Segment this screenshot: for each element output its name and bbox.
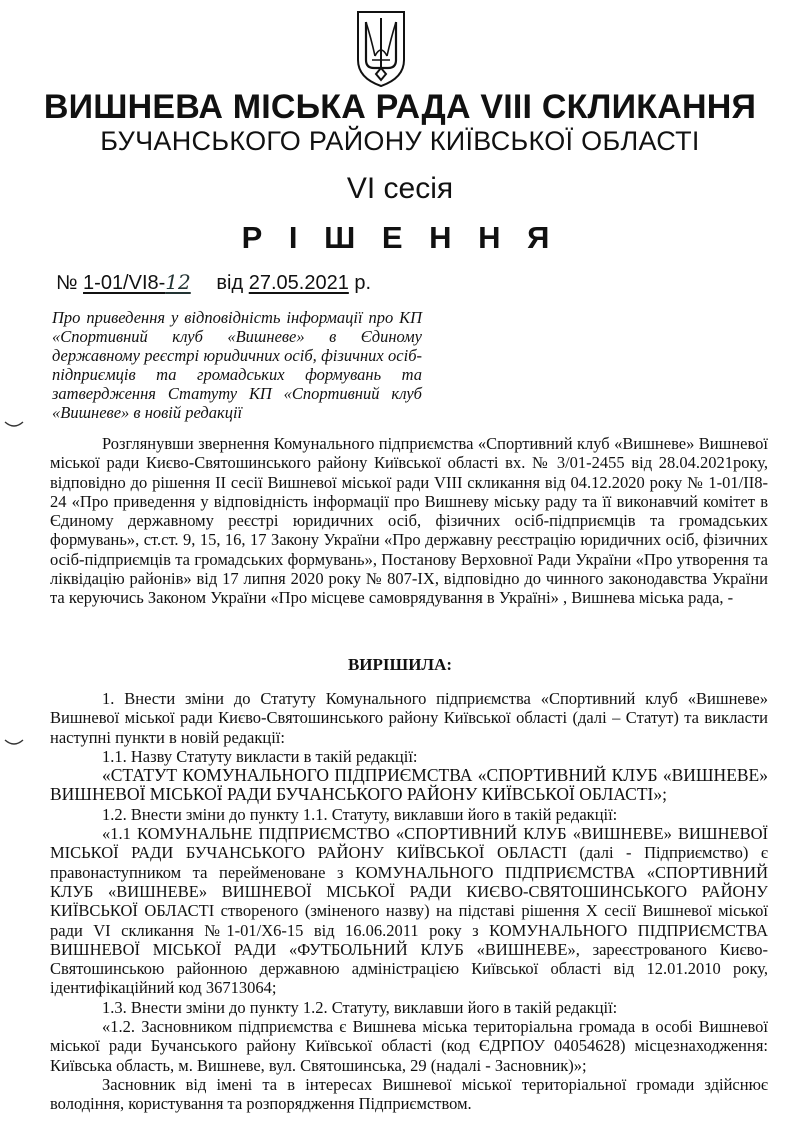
decision-code: 1-01/VI8- xyxy=(83,272,166,294)
item-paragraph: Засновник від імені та в інтересах Вишневої міської територіальної громади здійснює володіння, користування та розпорядження Підприємством. xyxy=(50,1074,768,1114)
council-name: ВИШНЕВА МІСЬКА РАДА VIII СКЛИКАННЯ xyxy=(43,88,757,126)
item-paragraph: «СТАТУТ КОМУНАЛЬНОГО ПІДПРИЄМСТВА «СПОРТИВНИЙ КЛУБ «ВИШНЕВЕ» ВИШНЕВОЇ МІСЬКОЇ РАДИ БУЧАНСЬКОГО РАЙОНУ КИЇВСЬКОЇ ОБЛАСТІ»; xyxy=(50,765,768,805)
item-paragraph: 1.1. Назву Статуту викласти в такій редакції: xyxy=(102,746,418,766)
punch-hole-mark-icon xyxy=(4,738,24,748)
resolved-heading: ВИРІШИЛА: xyxy=(347,655,453,674)
number-sign: № xyxy=(56,272,78,294)
item-paragraph: 1. Внести зміни до Статуту Комунального підприємства «Спортивний клуб «Вишневе» Вишневої міської ради Києво-Святошинського району Київської області (далі – Статут) та викласти наступні пункти в новій редакції: xyxy=(50,689,768,747)
item-paragraph: 1.3. Внести зміни до пункту 1.2. Статуту, виклавши його в такій редакції: xyxy=(102,997,618,1017)
preamble-paragraph: Розглянувши звернення Комунального підприємства «Спортивний клуб «Вишневе» Вишневої міської ради Києво-Святошинського району Київської області вх. № 3/01-2455 від 28.04.2021року, відповідно до рішення ІІ сесії Вишневої міської ради VIII скликання від 04.12.2020 року № 1-01/ІІ8-24 «Про приведення у відповідність інформації про Вишневу міську раду та її виконавчий комітет в Єдиному державному реєстрі юридичних осіб, фізичних осіб-підприємців та громадських формувань», ст.ст. 9, 15, 16, 17 Закону України «Про державну реєстрацію юридичних осіб, фізичних осіб-підприємців та громадських формувань», Постанову Верховної Ради України «Про утворення та ліквідацію районів» від 17 липня 2020 року № 807-ІХ, відповідно до чинного законодавства України та керуючись Законом України «Про місцеве самоврядування в Україні» , Вишнева міська рада, - xyxy=(50,434,768,608)
item-paragraph: 1.2. Внести зміни до пункту 1.1. Статуту, виклавши його в такій редакції: xyxy=(102,804,618,824)
session-title: VI сесія xyxy=(346,172,454,205)
item-paragraph: «1.1 КОМУНАЛЬНЕ ПІДПРИЄМСТВО «СПОРТИВНИЙ КЛУБ «ВИШНЕВЕ» ВИШНЕВОЇ МІСЬКОЇ РАДИ БУЧАНСЬКОГО РАЙОНУ КИЇВСЬКОЇ ОБЛАСТІ (далі - Підприємство) є правонаступником та перейменоване з КОМУНАЛЬНОГО ПІДПРИЄМСТВА «СПОРТИВНИЙ КЛУБ «ВИШНЕВЕ» ВИШНЕВОЇ МІСЬКОЇ РАДИ КИЄВО-СВЯТОШИНСЬКОГО РАЙОНУ КИЇВСЬКОЇ ОБЛАСТІ створеного (зміненого назву) на підставі рішення Х сесії Вишневої міської ради VI скликання №1-01/Х6-15 від 16.06.2011 року з КОМУНАЛЬНОГО ПІДПРИЄМСТВА ВИШНЕВОЇ МІСЬКОЇ РАДИ «ФУТБОЛЬНИЙ КЛУБ «ВИШНЕВЕ», зареєстрованого Києво-Святошинською районною державною адміністрацією Київської області від 12.01.2010 року, ідентифікаційний код 36713064; xyxy=(50,824,768,998)
item-paragraph: «1.2. Засновником підприємства є Вишнева міська територіальна громада в особі Вишневої міської ради Бучанського району Київської області (код ЄДРПОУ 04054628) місцезнаходження: Київська область, м. Вишневе, вул. Святошинська, 29 (надалі - Засновник)»; xyxy=(50,1017,768,1075)
handwritten-number: 12 xyxy=(165,270,191,294)
punch-hole-mark-icon xyxy=(4,420,24,430)
decision-items xyxy=(50,689,768,1114)
decision-subject: Про приведення у відповідність інформації про КП «Спортивний клуб «Вишневе» в Єдиному державному реєстрі юридичних осіб, фізичних осіб-підприємців та громадських формувань та затвердження Статуту КП «Спортивний клуб «Вишневе» в новій редакції xyxy=(52,308,422,422)
council-district: БУЧАНСЬКОГО РАЙОНУ КИЇВСЬКОЇ ОБЛАСТІ xyxy=(100,126,700,156)
document-type-title: Р І Ш Е Н Н Я xyxy=(241,220,559,255)
date-label: від xyxy=(216,272,244,294)
date-suffix: р. xyxy=(354,272,372,294)
decision-date: 27.05.2021 xyxy=(248,272,349,294)
trident-coat-of-arms-icon xyxy=(354,8,408,88)
decision-number-line xyxy=(56,270,371,295)
